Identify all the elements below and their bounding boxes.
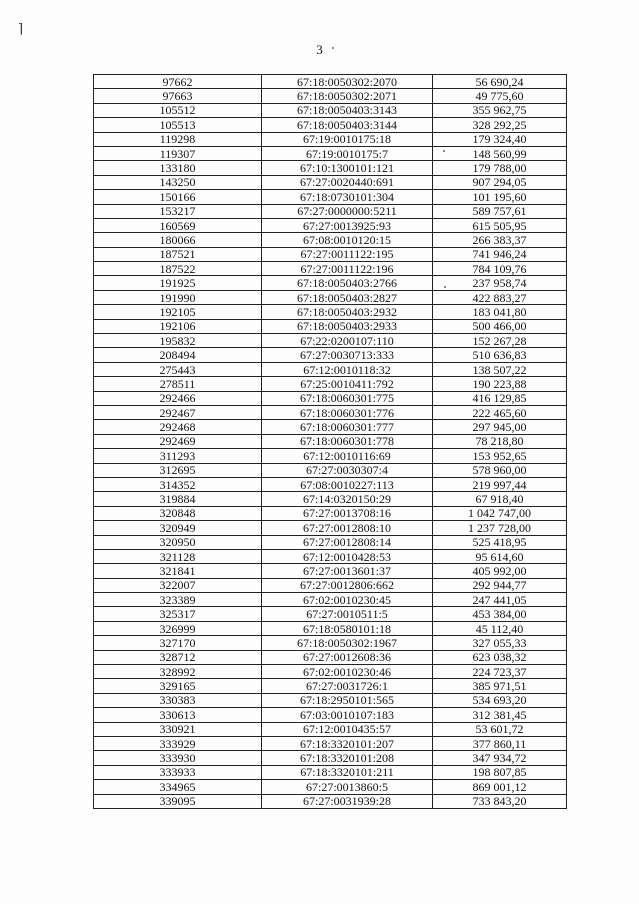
cadastral-number-cell: 67:12:0010116:69 <box>262 449 433 463</box>
cadastral-number-cell: 67:18:0580101:18 <box>262 621 433 635</box>
record-id-cell: 314352 <box>94 477 262 491</box>
record-id-cell: 275443 <box>94 362 262 376</box>
record-id-cell: 328712 <box>94 650 262 664</box>
value-cell: 247 441,05 <box>433 593 567 607</box>
cadastral-number-cell: 67:08:0010227:113 <box>262 477 433 491</box>
value-cell: 525 418,95 <box>433 535 567 549</box>
cadastral-number-cell: 67:27:0000000:5211 <box>262 204 433 218</box>
cadastral-number-cell: 67:27:0010511:5 <box>262 607 433 621</box>
record-id-cell: 333929 <box>94 736 262 750</box>
table-row <box>94 405 567 419</box>
value-cell: 623 038,32 <box>433 650 567 664</box>
value-cell: 95 614,60 <box>433 549 567 563</box>
cadastral-number-cell: 67:18:0050302:1967 <box>262 636 433 650</box>
table-row <box>94 262 567 276</box>
record-id-cell: 292469 <box>94 434 262 448</box>
table-row <box>94 621 567 635</box>
table-row <box>94 722 567 736</box>
cadastral-number-cell: 67:18:0050302:2070 <box>262 75 433 89</box>
table-row <box>94 391 567 405</box>
record-id-cell: 328992 <box>94 665 262 679</box>
record-id-cell: 208494 <box>94 348 262 362</box>
record-id-cell: 319884 <box>94 492 262 506</box>
value-cell: 578 960,00 <box>433 463 567 477</box>
value-cell: 907 294,05 <box>433 175 567 189</box>
value-cell: 179 324,40 <box>433 132 567 146</box>
record-id-cell: 143250 <box>94 175 262 189</box>
value-cell: 67 918,40 <box>433 492 567 506</box>
value-cell: 405 992,00 <box>433 564 567 578</box>
table-row <box>94 348 567 362</box>
record-id-cell: 320848 <box>94 506 262 520</box>
cadastral-number-cell: 67:18:0050403:2932 <box>262 305 433 319</box>
value-cell: 53 601,72 <box>433 722 567 736</box>
cadastral-number-cell: 67:27:0012608:36 <box>262 650 433 664</box>
value-cell: 347 934,72 <box>433 751 567 765</box>
table-row <box>94 679 567 693</box>
table-row <box>94 146 567 160</box>
table-row <box>94 477 567 491</box>
record-id-cell: 150166 <box>94 190 262 204</box>
cadastral-number-cell: 67:08:0010120:15 <box>262 233 433 247</box>
record-id-cell: 97662 <box>94 75 262 89</box>
cadastral-number-cell: 67:25:0010411:792 <box>262 377 433 391</box>
value-cell: 422 883,27 <box>433 290 567 304</box>
cadastral-number-cell: 67:18:0060301:776 <box>262 405 433 419</box>
cadastral-number-cell: 67:18:3320101:207 <box>262 736 433 750</box>
table-row <box>94 190 567 204</box>
record-id-cell: 191990 <box>94 290 262 304</box>
value-cell: 78 218,80 <box>433 434 567 448</box>
value-cell: 266 383,37 <box>433 233 567 247</box>
value-cell: 784 109,76 <box>433 262 567 276</box>
record-id-cell: 311293 <box>94 449 262 463</box>
cadastral-number-cell: 67:18:0060301:778 <box>262 434 433 448</box>
record-id-cell: 105512 <box>94 103 262 117</box>
table-row <box>94 636 567 650</box>
table-row <box>94 362 567 376</box>
value-cell: 377 860,11 <box>433 736 567 750</box>
cadastral-number-cell: 67:12:0010435:57 <box>262 722 433 736</box>
cadastral-number-cell: 67:27:0031939:28 <box>262 794 433 808</box>
value-cell: 510 636,83 <box>433 348 567 362</box>
table-row <box>94 89 567 103</box>
record-id-cell: 133180 <box>94 161 262 175</box>
cadastral-number-cell: 67:27:0013601:37 <box>262 564 433 578</box>
value-cell: 49 775,60 <box>433 89 567 103</box>
cadastral-number-cell: 67:18:0050403:2827 <box>262 290 433 304</box>
cadastral-number-cell: 67:18:3320101:208 <box>262 751 433 765</box>
value-cell: 327 055,33 <box>433 636 567 650</box>
record-id-cell: 330921 <box>94 722 262 736</box>
record-id-cell: 180066 <box>94 233 262 247</box>
record-id-cell: 320949 <box>94 521 262 535</box>
record-id-cell: 278511 <box>94 377 262 391</box>
record-id-cell: 187522 <box>94 262 262 276</box>
record-id-cell: 160569 <box>94 218 262 232</box>
record-id-cell: 192105 <box>94 305 262 319</box>
record-id-cell: 153217 <box>94 204 262 218</box>
cadastral-number-cell: 67:02:0010230:46 <box>262 665 433 679</box>
record-id-cell: 322007 <box>94 578 262 592</box>
record-id-cell: 327170 <box>94 636 262 650</box>
table-row <box>94 161 567 175</box>
table-row <box>94 103 567 117</box>
cadastral-number-cell: 67:18:0060301:775 <box>262 391 433 405</box>
cadastral-number-cell: 67:18:0050302:2071 <box>262 89 433 103</box>
value-cell: 500 466,00 <box>433 319 567 333</box>
value-cell: 615 505,95 <box>433 218 567 232</box>
record-id-cell: 105513 <box>94 118 262 132</box>
record-id-cell: 292467 <box>94 405 262 419</box>
cadastral-number-cell: 67:19:0010175:18 <box>262 132 433 146</box>
cadastral-number-cell: 67:27:0011122:196 <box>262 262 433 276</box>
table-row <box>94 535 567 549</box>
record-id-cell: 330383 <box>94 693 262 707</box>
value-cell: 328 292,25 <box>433 118 567 132</box>
table-row <box>94 607 567 621</box>
cadastral-number-cell: 67:22:0200107:110 <box>262 334 433 348</box>
cadastral-number-cell: 67:10:1300101:121 <box>262 161 433 175</box>
record-id-cell: 195832 <box>94 334 262 348</box>
value-cell: 355 962,75 <box>433 103 567 117</box>
table-row <box>94 578 567 592</box>
records-table-body <box>94 75 567 809</box>
cadastral-number-cell: 67:14:0320150:29 <box>262 492 433 506</box>
cadastral-number-cell: 67:27:0030713:333 <box>262 348 433 362</box>
table-row <box>94 593 567 607</box>
cadastral-number-cell: 67:27:0030307:4 <box>262 463 433 477</box>
table-row <box>94 319 567 333</box>
cadastral-number-cell: 67:18:0050403:2766 <box>262 276 433 290</box>
cadastral-number-cell: 67:18:3320101:211 <box>262 765 433 779</box>
table-row <box>94 794 567 808</box>
table-row <box>94 434 567 448</box>
value-cell: 219 997,44 <box>433 477 567 491</box>
value-cell: 1 042 747,00 <box>433 506 567 520</box>
record-id-cell: 119307 <box>94 146 262 160</box>
record-id-cell: 320950 <box>94 535 262 549</box>
record-id-cell: 333933 <box>94 765 262 779</box>
table-row <box>94 521 567 535</box>
record-id-cell: 191925 <box>94 276 262 290</box>
value-cell: 453 384,00 <box>433 607 567 621</box>
cadastral-number-cell: 67:12:0010118:32 <box>262 362 433 376</box>
table-row <box>94 708 567 722</box>
record-id-cell: 339095 <box>94 794 262 808</box>
record-id-cell: 329165 <box>94 679 262 693</box>
cadastral-number-cell: 67:27:0011122:195 <box>262 247 433 261</box>
value-cell: 153 952,65 <box>433 449 567 463</box>
value-cell: 869 001,12 <box>433 780 567 794</box>
table-row <box>94 218 567 232</box>
cadastral-number-cell: 67:18:2950101:565 <box>262 693 433 707</box>
table-row <box>94 650 567 664</box>
value-cell: 741 946,24 <box>433 247 567 261</box>
table-row <box>94 751 567 765</box>
record-id-cell: 312695 <box>94 463 262 477</box>
value-cell: 198 807,85 <box>433 765 567 779</box>
cadastral-number-cell: 67:27:0031726:1 <box>262 679 433 693</box>
table-row <box>94 276 567 290</box>
cadastral-number-cell: 67:12:0010428:53 <box>262 549 433 563</box>
cadastral-number-cell: 67:18:0060301:777 <box>262 420 433 434</box>
value-cell: 179 788,00 <box>433 161 567 175</box>
record-id-cell: 333930 <box>94 751 262 765</box>
table-row <box>94 175 567 189</box>
table-row <box>94 693 567 707</box>
table-row <box>94 564 567 578</box>
value-cell: 589 757,61 <box>433 204 567 218</box>
table-row <box>94 305 567 319</box>
cadastral-number-cell: 67:27:0020440:691 <box>262 175 433 189</box>
table-row <box>94 334 567 348</box>
table-row <box>94 75 567 89</box>
record-id-cell: 330613 <box>94 708 262 722</box>
table-row <box>94 118 567 132</box>
cadastral-number-cell: 67:19:0010175:7 <box>262 146 433 160</box>
table-row <box>94 449 567 463</box>
table-row <box>94 233 567 247</box>
value-cell: 148 560,99 <box>433 146 567 160</box>
table-row <box>94 290 567 304</box>
record-id-cell: 321841 <box>94 564 262 578</box>
table-row <box>94 132 567 146</box>
corner-mark: ⌉ <box>18 21 24 36</box>
table-row <box>94 247 567 261</box>
cadastral-number-cell: 67:27:0013860:5 <box>262 780 433 794</box>
cadastral-number-cell: 67:27:0012808:10 <box>262 521 433 535</box>
value-cell: 297 945,00 <box>433 420 567 434</box>
value-cell: 237 958,74 <box>433 276 567 290</box>
table-row <box>94 506 567 520</box>
cadastral-number-cell: 67:03:0010107:183 <box>262 708 433 722</box>
cadastral-number-cell: 67:02:0010230:45 <box>262 593 433 607</box>
record-id-cell: 187521 <box>94 247 262 261</box>
table-row <box>94 204 567 218</box>
table-row <box>94 765 567 779</box>
table-row <box>94 463 567 477</box>
table-row <box>94 420 567 434</box>
cadastral-number-cell: 67:18:0050403:3143 <box>262 103 433 117</box>
cadastral-number-cell: 67:27:0013708:16 <box>262 506 433 520</box>
table-row <box>94 736 567 750</box>
value-cell: 312 381,45 <box>433 708 567 722</box>
record-id-cell: 192106 <box>94 319 262 333</box>
value-cell: 152 267,28 <box>433 334 567 348</box>
value-cell: 733 843,20 <box>433 794 567 808</box>
record-id-cell: 97663 <box>94 89 262 103</box>
record-id-cell: 325317 <box>94 607 262 621</box>
cadastral-number-cell: 67:27:0012806:662 <box>262 578 433 592</box>
value-cell: 183 041,80 <box>433 305 567 319</box>
value-cell: 292 944,77 <box>433 578 567 592</box>
table-row <box>94 377 567 391</box>
value-cell: 224 723,37 <box>433 665 567 679</box>
value-cell: 222 465,60 <box>433 405 567 419</box>
record-id-cell: 334965 <box>94 780 262 794</box>
table-row <box>94 665 567 679</box>
record-id-cell: 326999 <box>94 621 262 635</box>
page-number: 3 <box>316 42 323 57</box>
table-row <box>94 780 567 794</box>
value-cell: 534 693,20 <box>433 693 567 707</box>
record-id-cell: 321128 <box>94 549 262 563</box>
value-cell: 416 129,85 <box>433 391 567 405</box>
value-cell: 385 971,51 <box>433 679 567 693</box>
value-cell: 56 690,24 <box>433 75 567 89</box>
records-table <box>93 74 567 809</box>
cadastral-number-cell: 67:18:0050403:2933 <box>262 319 433 333</box>
value-cell: 138 507,22 <box>433 362 567 376</box>
cadastral-number-cell: 67:18:0730101:304 <box>262 190 433 204</box>
cadastral-number-cell: 67:18:0050403:3144 <box>262 118 433 132</box>
table-row <box>94 549 567 563</box>
value-cell: 1 237 728,00 <box>433 521 567 535</box>
record-id-cell: 292466 <box>94 391 262 405</box>
record-id-cell: 323389 <box>94 593 262 607</box>
cadastral-number-cell: 67:27:0012808:14 <box>262 535 433 549</box>
cadastral-number-cell: 67:27:0013925:93 <box>262 218 433 232</box>
value-cell: 45 112,40 <box>433 621 567 635</box>
record-id-cell: 292468 <box>94 420 262 434</box>
value-cell: 101 195,60 <box>433 190 567 204</box>
value-cell: 190 223,88 <box>433 377 567 391</box>
table-row <box>94 492 567 506</box>
record-id-cell: 119298 <box>94 132 262 146</box>
